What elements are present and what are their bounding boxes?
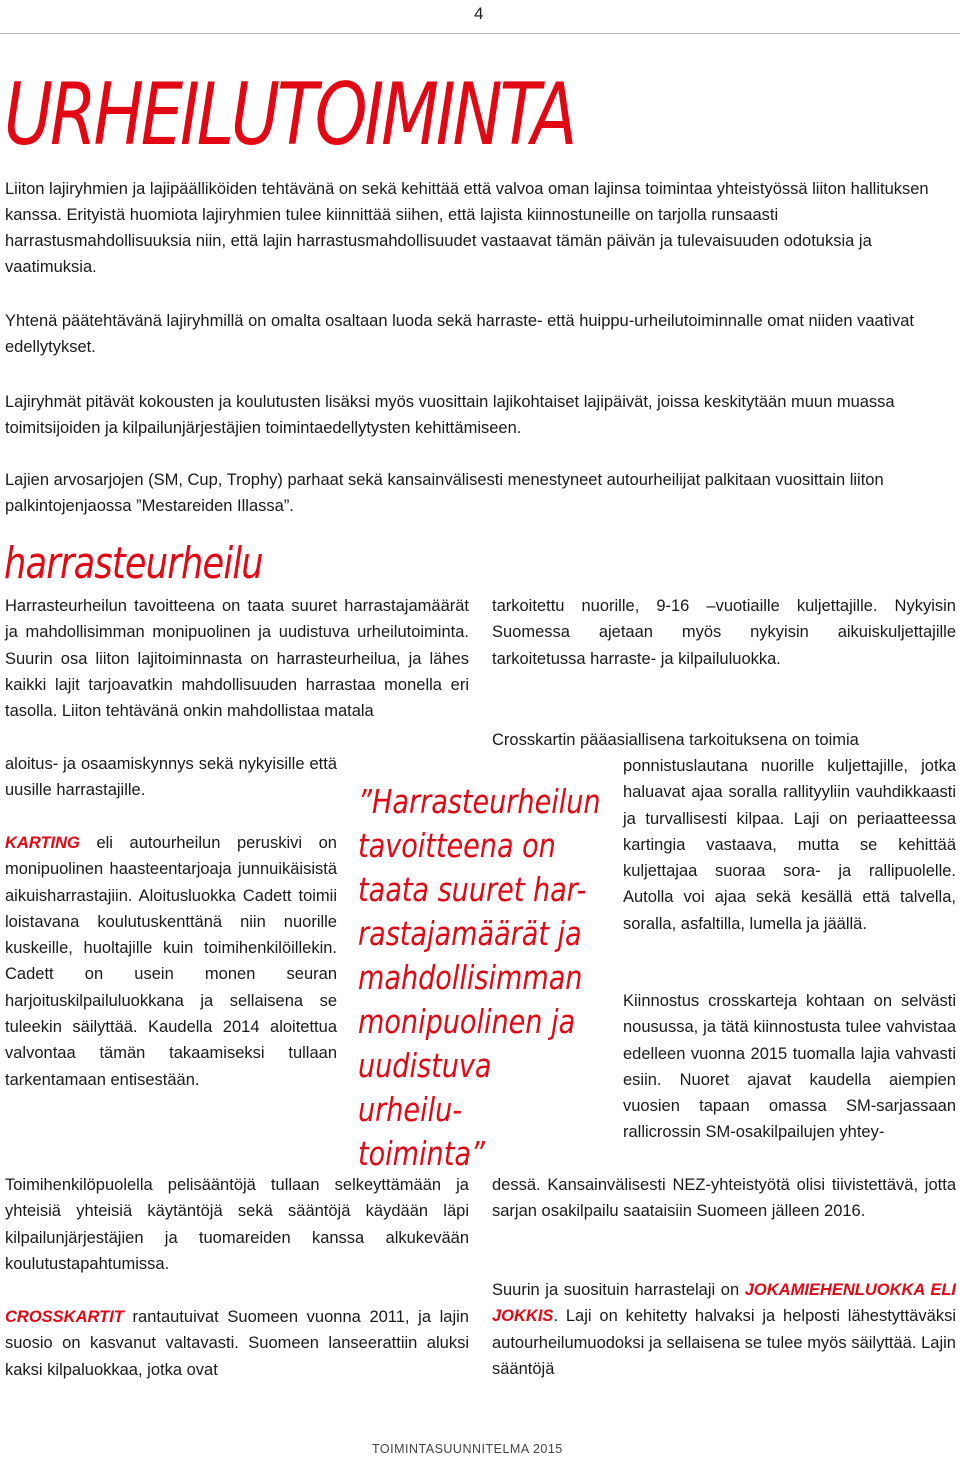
crosskart-label: CROSSKARTIT [5, 1308, 124, 1326]
right-paragraph-3-continued: dessä. Kansainvälisesti NEZ-yhteistyötä olisi tiivistettävä, jotta sarjan osakilpailu saataisiin Suomeen jälleen 2016. [492, 1176, 956, 1221]
page-number: 4 [474, 4, 484, 23]
intro-paragraph-3: Lajiryhmät pitävät kokousten ja koulutusten lisäksi myös vuosittain lajikohtaiset lajipäivät, joissa keskitytään muun muassa toimitsijoiden ja kilpailunjärjestäjien toimintaedellytysten kehittämiseen. [5, 393, 895, 437]
jokkis-paragraph [492, 1277, 956, 1382]
intro-paragraph-1: Liiton lajiryhmien ja lajipäälliköiden tehtävänä on sekä kehittää että valvoa oman lajinsa toimintaa yhteistyössä liiton hallituksen kanssa. Erityistä huomiota lajiryhmien tulee kiinnittää siihen, että lajista kiinnostuneille on tarjolla runsaasti harrastusmahdollisuuksia niin, että lajin harrastusmahdollisuudet vastaavat tämän päivän ja tulevaisuuden odotuksia ja vaatimuksia. [5, 180, 929, 276]
footer-text: TOIMINTASUUNNITELMA 2015 [372, 1442, 563, 1456]
right-paragraph-3: Kiinnostus crosskarteja kohtaan on selvästi nousussa, ja tätä kiinnostusta tulee vahvistaa edelleen vuonna 2015 tuomalla lajia vahvasti esiin. Nuoret ajavat kaudella aiempien vuosien tapaan omassa SM-sarjassaan rallicrossin SM-osakilpailujen yhtey- [623, 992, 956, 1142]
right-paragraph-2: ponnistuslautana nuorille kuljettajille, jotka haluavat ajaa soralla rallityyliin vauhdikkaasti ja turvallisesti kilpaa. Laji on periaatteessa kartingia vastaava, mutta se kehittää kuljettajaa suoraa sora- ja rallipuolelle. Autolla voi ajaa sekä kesällä että talvella, soralla, asfaltilla, lumella ja jäällä. [623, 757, 956, 933]
left-paragraph-1: Harrasteurheilun tavoitteena on taata suuret harrastajamäärät ja mahdollisimman monipuolinen ja uudistuva urheilutoiminta. Suurin osa liiton lajitoiminnasta on harrasteurheilua, ja lähes kaikki lajit tarjoavatkin mahdollisuuden harrastaa monella eri tasolla. Liiton tehtävänä onkin mahdollistaa matala [5, 597, 469, 721]
pull-quote: ”Harrasteurheilun tavoitteena on taata suuret har- rastajamäärät ja mahdollisimman monipuolinen ja uudistuva urheilu- toiminta” [358, 782, 601, 1173]
karting-label: KARTING [5, 834, 80, 852]
intro-paragraph-4: Lajien arvosarjojen (SM, Cup, Trophy) parhaat sekä kansainvälisesti menestyneet autourheilijat palkitaan vuosittain liiton palkintojenjaossa ”Mestareiden Illassa”. [5, 471, 884, 515]
intro-paragraph-2: Yhtenä päätehtävänä lajiryhmillä on omalta osaltaan luoda sekä harraste- että huippu-urheilutoiminnalle omat niiden vaativat edellytykset. [5, 312, 914, 356]
right-paragraph-2-lead: Crosskartin pääasiallisena tarkoituksena on toimia [492, 731, 859, 749]
header-divider [0, 33, 960, 34]
karting-paragraph [5, 830, 337, 1093]
left-paragraph-1-continued: aloitus- ja osaamiskynnys sekä nykyisille että uusille harrastajille. [5, 755, 337, 800]
section-heading: harrasteurheilu [4, 538, 263, 589]
jokkis-text: . Laji on kehitetty halvaksi ja helposti lähestyttäväksi autourheilumuodoksi ja sellaisena se tulee myös säilyttää. Lajin sääntöjä [492, 1307, 956, 1378]
left-paragraph-3: Toimihenkilöpuolella pelisääntöjä tullaan selkeyttämään ja yhteisiä yhteisiä käytäntöjä sekä sääntöjä käydään läpi kilpailunjärjestäjien ja tuomareiden kanssa alkukevään koulutustapahtumissa. [5, 1176, 469, 1273]
crosskart-paragraph [5, 1304, 469, 1383]
crosskart-text: rantautuivat Suomeen vuonna 2011, ja lajin suosio on kasvanut valtavasti. Suomeen lanseerattiin aluksi kaksi kilpaluokkaa, jotka ovat [5, 1308, 469, 1379]
jokkis-label: JOKAMIEHENLUOKKA ELI JOKKIS [492, 1281, 957, 1326]
karting-text: eli autourheilun peruskivi on monipuolinen haasteentarjoaja junnuikäisistä aikuisharrastajiin. Aloitusluokka Cadett toimii loistavana koulutuskenttänä niin nuorille kuskeille, huoltajille kuin toimihenkilöillekin. Cadett on usein monen seuran harjoituskilpailuluokkana ja sellaisena se tuleekin säilyttää. Kaudella 2014 aloitettua valvontaa tämän takaamiseksi tullaan tarkentamaan entisestään. [5, 834, 337, 1089]
page-title: URHEILUTOIMINTA [4, 65, 575, 165]
right-paragraph-1: tarkoitettu nuorille, 9-16 –vuotiaille kuljettajille. Nykyisin Suomessa ajetaan myös nykyisin aikuiskuljettajille tarkoitetussa harraste- ja kilpailuluokka. [492, 597, 956, 668]
jokkis-lead: Suurin ja suosituin harrastelaji on [492, 1281, 745, 1299]
